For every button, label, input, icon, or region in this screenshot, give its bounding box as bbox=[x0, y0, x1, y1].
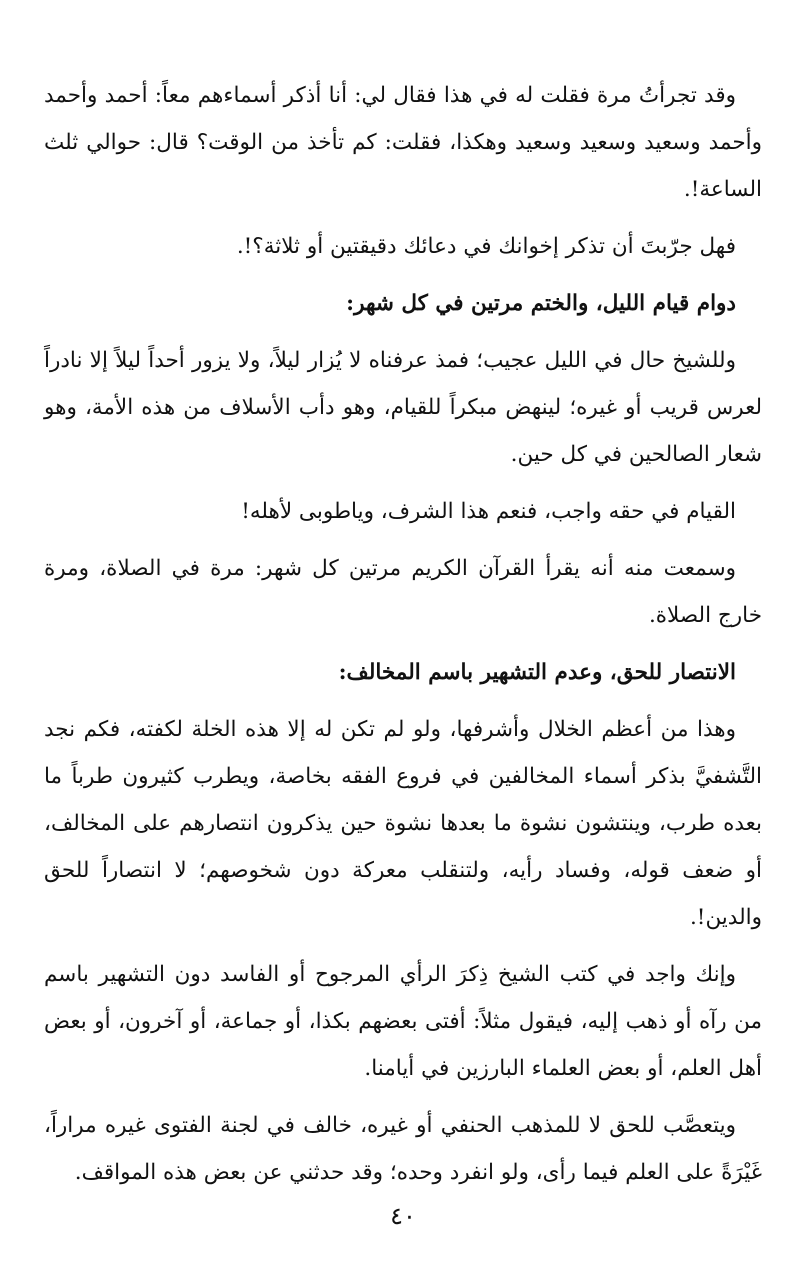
paragraph: القيام في حقه واجب، فنعم هذا الشرف، وياطوبى لأهله! bbox=[241, 499, 736, 524]
section-heading: الانتصار للحق، وعدم التشهير باسم المخالف: bbox=[338, 660, 736, 685]
paragraph: وإنك واجد في كتب الشيخ ذِكرَ الرأي المرجوح أو الفاسد دون التشهير باسم من رآه أو ذهب إليه، فيقول مثلاً: أفتى بعضهم بكذا، أو جماعة، أو آخرون، أو بعض أهل العلم، أو بعض العلماء البارزين في أيامنا. bbox=[44, 962, 762, 1081]
paragraph: وقد تجرأتُ مرة فقلت له في هذا فقال لي: أنا أذكر أسماءهم معاً: أحمد وأحمد وأحمد وسعيد وسعيد وسعيد وهكذا، فقلت: كم تأخذ من الوقت؟ قال: حوالي ثلث الساعة!. bbox=[44, 83, 762, 202]
paragraph: ويتعصَّب للحق لا للمذهب الحنفي أو غيره، خالف في لجنة الفتوى غيره مراراً، غَيْرَةً على العلم فيما رأى، ولو انفرد وحده؛ وقد حدثني عن بعض هذه المواقف. bbox=[44, 1113, 762, 1185]
paragraph: وهذا من أعظم الخلال وأشرفها، ولو لم تكن له إلا هذه الخلة لكفته، فكم نجد التَّشفيَّ بذكر أسماء المخالفين في فروع الفقه بخاصة، ويطرب كثيرون طرباً ما بعده طرب، وينتشون نشوة ما بعدها نشوة حين يذكرون انتصارهم على المخالف، أو ضعف قوله، وفساد رأيه، ولتنقلب معركة دون شخوصهم؛ لا انتصاراً للحق والدين!. bbox=[44, 717, 762, 930]
paragraph: وسمعت منه أنه يقرأ القرآن الكريم مرتين كل شهر: مرة في الصلاة، ومرة خارج الصلاة. bbox=[44, 556, 762, 628]
section-heading: دوام قيام الليل، والختم مرتين في كل شهر: bbox=[346, 291, 736, 316]
page-number: ٤٠ bbox=[390, 1202, 416, 1230]
page-body bbox=[44, 72, 762, 1206]
paragraph: وللشيخ حال في الليل عجيب؛ فمذ عرفناه لا يُزار ليلاً، ولا يزور أحداً ليلاً إلا نادراً لعرس قريب أو غيره؛ لينهض مبكراً للقيام، وهو دأب الأسلاف من هذه الأمة، وهو شعار الصالحين في كل حين. bbox=[44, 348, 762, 467]
paragraph: فهل جرّبتَ أن تذكر إخوانك في دعائك دقيقتين أو ثلاثة؟!. bbox=[236, 234, 736, 259]
